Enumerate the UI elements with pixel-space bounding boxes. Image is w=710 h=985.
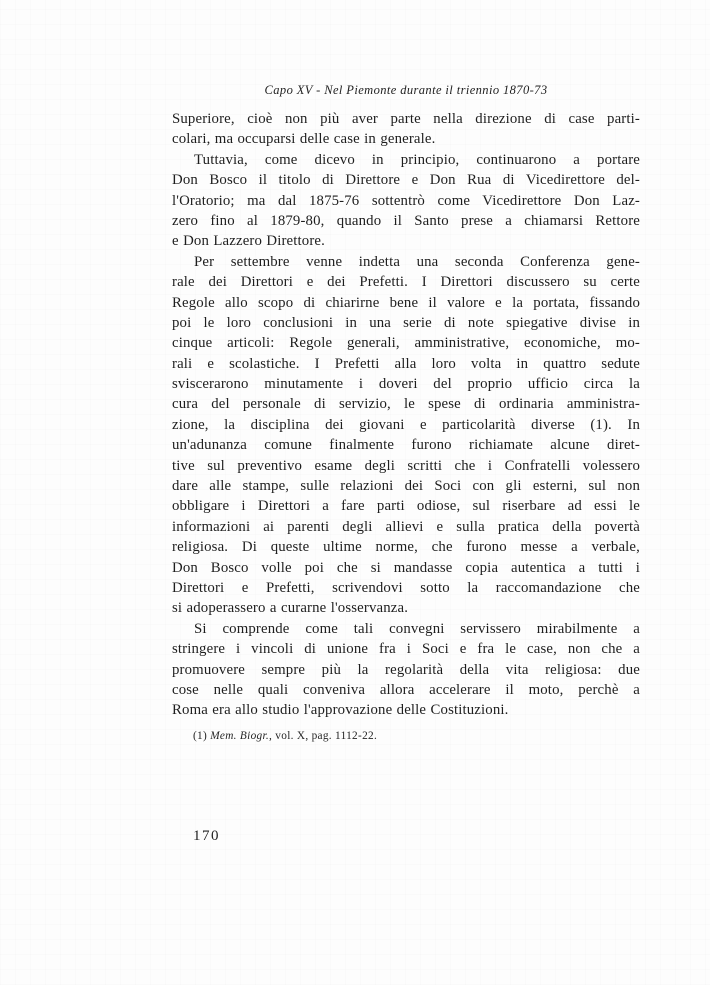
text-line: Don Bosco volle poi che si mandasse copia autentica a tutti i xyxy=(172,559,640,576)
footnote-reference: vol. X, pag. 1112-22. xyxy=(275,730,378,742)
text-line: Per settembre venne indetta una seconda Conferenza gene- xyxy=(194,253,640,270)
footnote xyxy=(172,730,640,742)
text-line: rale dei Direttori e dei Prefetti. I Direttori discussero su certe xyxy=(172,274,640,291)
text-line: si adoperassero a curarne l'osservanza. xyxy=(172,600,409,617)
text-line: tive sul preventivo esame degli scritti che i Confratelli volessero xyxy=(172,457,640,474)
text-line: colari, ma occuparsi delle case in generale. xyxy=(172,131,436,148)
text-line: e Don Lazzero Direttore. xyxy=(172,233,325,250)
text-line: religiosa. Di queste ultime norme, che furono messe a verbale, xyxy=(172,539,640,556)
footnote-marker: (1) xyxy=(193,730,208,742)
text-line: poi le loro conclusioni in una serie di note spiegative divise in xyxy=(172,314,640,331)
text-line: sviscerarono minutamente i doveri del proprio ufficio circa la xyxy=(172,376,640,393)
paragraph xyxy=(172,109,640,150)
text-line: obbligare i Direttori a fare parti odiose, sul riserbare ad essi le xyxy=(172,498,640,515)
text-line: zero fino al 1879-80, quando il Santo prese a chiamarsi Rettore xyxy=(172,212,640,229)
text-line: promuovere sempre più la regolarità della vita religiosa: due xyxy=(172,661,640,678)
footnote-work-title: Mem. Biogr., xyxy=(210,730,273,742)
text-line: Direttori e Prefetti, scrivendovi sotto la raccomandazione che xyxy=(172,579,640,596)
running-header: Capo XV - Nel Piemonte durante il triennio 1870-73 xyxy=(264,83,548,97)
text-line: Roma era allo studio l'approvazione delle Costituzioni. xyxy=(172,702,509,719)
page-number: 170 xyxy=(193,828,220,844)
text-line: un'adunanza comune finalmente furono richiamate alcune diret- xyxy=(172,437,640,454)
text-line: zione, la disciplina dei giovani e particolarità diverse (1). In xyxy=(172,416,640,433)
text-line: rali e scolastiche. I Prefetti alla loro volta in quattro sedute xyxy=(172,355,640,372)
text-line: informazioni ai parenti degli allievi e sulla pratica della povertà xyxy=(172,518,640,535)
page-body xyxy=(172,109,640,721)
text-line: stringere i vincoli di unione fra i Soci e fra le case, non che a xyxy=(172,641,640,658)
text-line: Si comprende come tali convegni servissero mirabilmente a xyxy=(194,620,640,637)
text-line: cinque articoli: Regole generali, amministrative, economiche, mo- xyxy=(172,335,640,352)
text-line: Regole allo scopo di chiarirne bene il valore e la portata, fissando xyxy=(172,294,640,311)
text-line: Superiore, cioè non più aver parte nella direzione di case parti- xyxy=(172,111,640,127)
text-line: dare alle stampe, sulle relazioni dei Soci con gli esterni, sul non xyxy=(172,478,640,495)
paragraph xyxy=(172,619,640,721)
paragraph xyxy=(172,252,640,619)
paragraph xyxy=(172,150,640,252)
text-line: Don Bosco il titolo di Direttore e Don Rua di Vicedirettore del- xyxy=(172,172,640,189)
text-line: l'Oratorio; ma dal 1875-76 sottentrò come Vicedirettore Don Laz- xyxy=(172,192,640,209)
text-line: cose nelle quali conveniva allora accelerare il moto, perchè a xyxy=(172,681,640,698)
text-line: cura del personale di servizio, le spese di ordinaria amministra- xyxy=(172,396,640,413)
text-line: Tuttavia, come dicevo in principio, continuarono a portare xyxy=(194,151,640,168)
